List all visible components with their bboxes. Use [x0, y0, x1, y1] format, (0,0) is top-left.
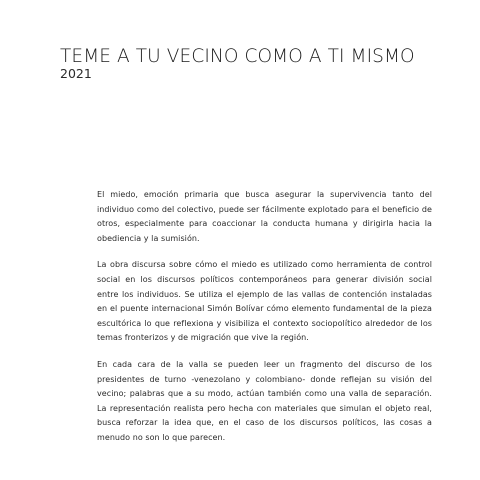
document-title: TEME A TU VECINO COMO A TI MISMO: [60, 46, 415, 67]
document-year: 2021: [60, 66, 92, 81]
paragraph-3: En cada cara de la valla se pueden leer un fragmento del discurso de los presidentes de turno -venezolano y colombiano- donde reflejan su visión del vecino; palabras que a su modo, actúan también como una valla de separación. La representación realista pero hecha con materiales que simulan el objeto real, busca reforzar la idea que, en el caso de los discursos políticos, las cosas a menudo no son lo que parecen.: [97, 359, 432, 442]
paragraph-2: La obra discursa sobre cómo el miedo es utilizado como herramienta de control social en los discursos políticos contemporáneos para generar división social entre los individuos. Se utiliza el ejemplo de las vallas de contención instaladas en el puente internacional Simón Bolívar cómo elemento fundamental de la pieza escultórica lo que reflexiona y visibiliza el contexto sociopolítico alrededor de los temas fronterizos y de migración que vive la región.: [97, 260, 432, 343]
document-body: [97, 188, 432, 458]
paragraph-1: El miedo, emoción primaria que busca asegurar la supervivencia tanto del individuo como del colectivo, puede ser fácilmente explotado para el beneficio de otros, especialmente para coaccionar la conducta humana y dirigirla hacia la obediencia y la sumisión.: [97, 190, 432, 243]
